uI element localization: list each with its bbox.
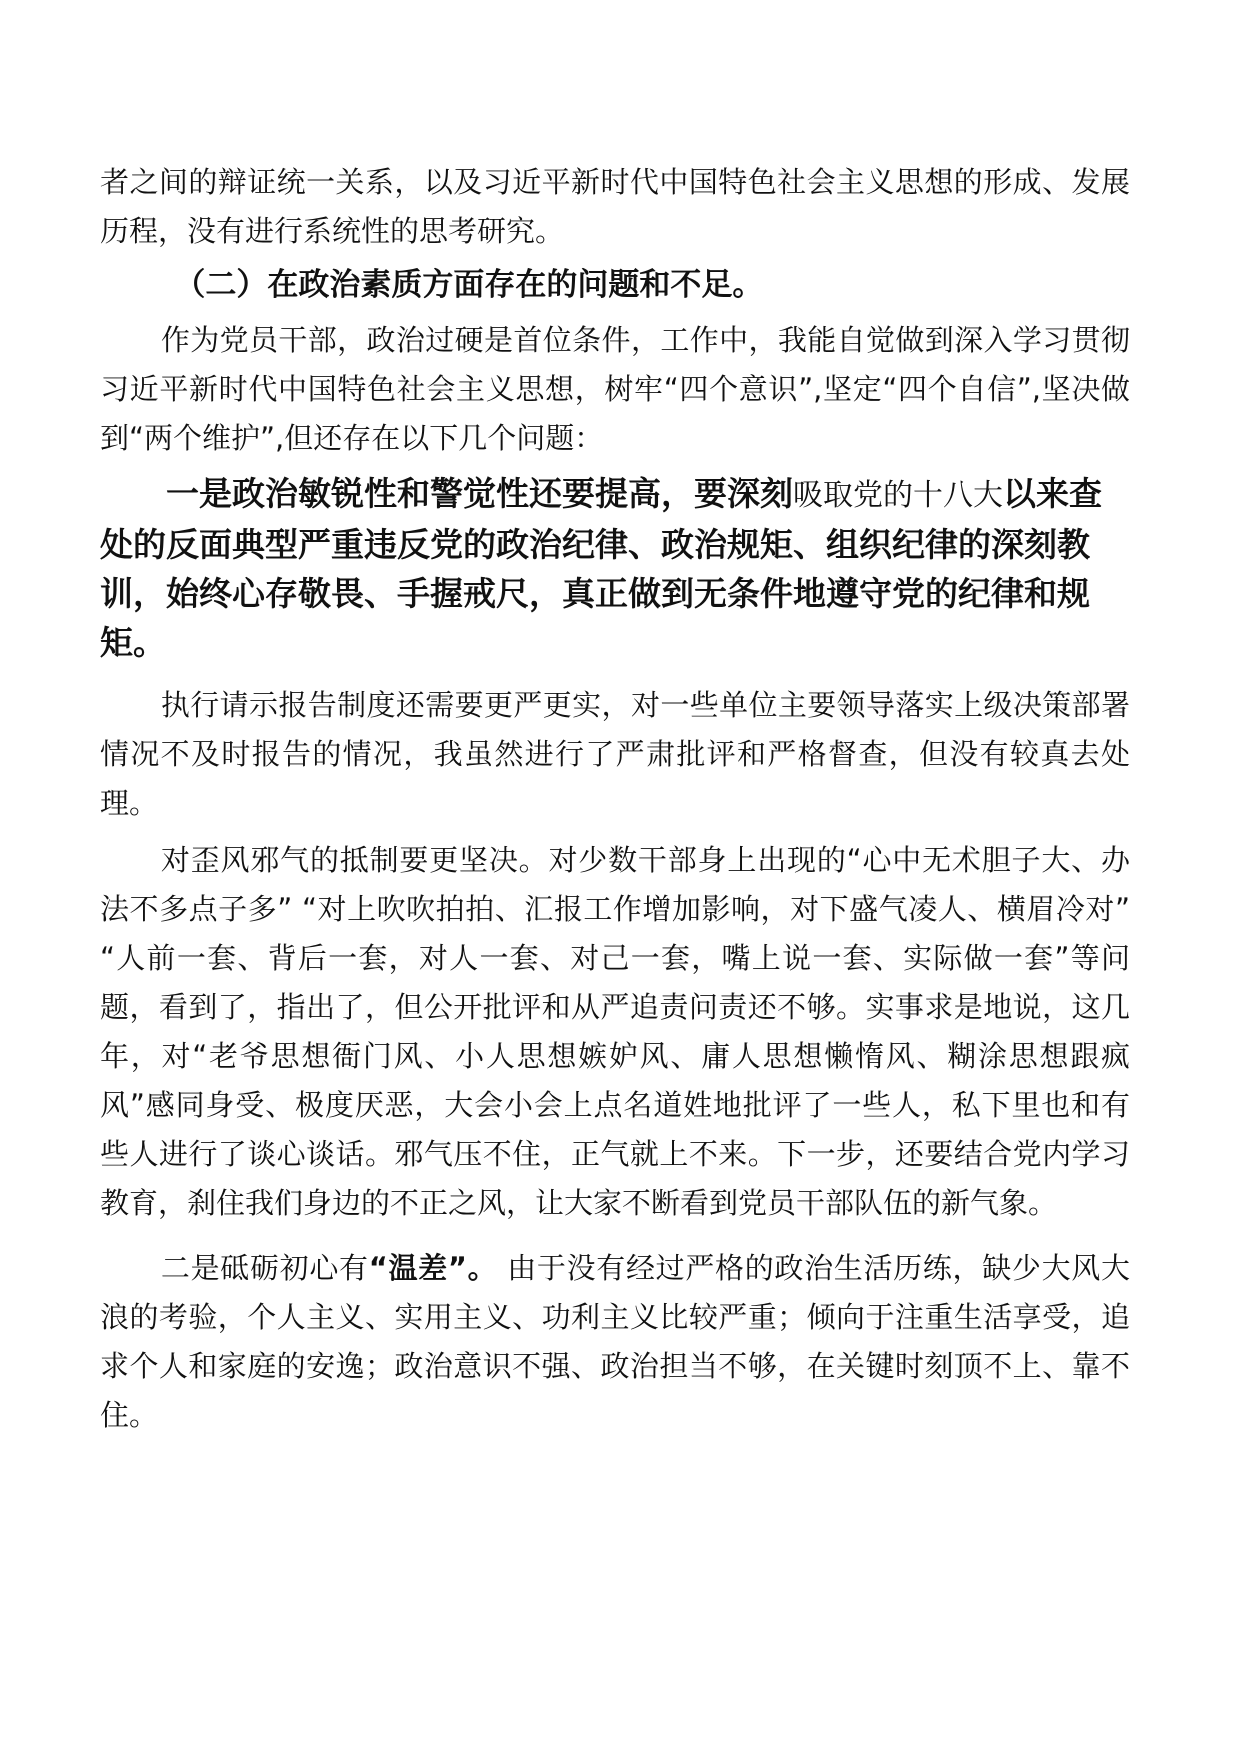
point-one-bold-rest: 以来查处的反面典型严重违反党的政治纪律、政治规矩、组织纪律的深刻教训，始终心存敬畏、手握戒尺，真正做到无条件地遵守党的纪律和规矩。 <box>100 474 1102 662</box>
point-one-normal-text: 吸取党的十八大 <box>793 478 1003 513</box>
document-body <box>100 150 1130 1440</box>
paragraph-intro: 作为党员干部，政治过硬是首位条件，工作中，我能自觉做到深入学习贯彻习近平新时代中国特色社会主义思想，树牢“四个意识”,坚定“四个自信”,坚决做到“两个维护”,但还存在以下几个问题： <box>100 323 1130 455</box>
point-two-quote: “温差”。 <box>368 1251 498 1285</box>
paragraph-evil-winds: 对歪风邪气的抵制要更坚决。对少数干部身上出现的“心中无术胆子大、办法不多点子多” “对上吹吹拍拍、汇报工作增加影响，对下盛气凌人、横眉冷对” “人前一套、背后一套，对人一套、对己一套，嘴上说一套、实际做一套”等问题，看到了，指出了，但公开批评和从严追责问责还不够。实事求是地说，这几年，对“老爷思想衙门风、小人思想嫉妒风、庸人思想懒惰风、糊涂思想跟疯风”感同身受、极度厌恶，大会小会上点名道姓地批评了一些人，私下里也和有些人进行了谈心谈话。邪气压不住，正气就上不来。下一步，还要结合党内学习教育，刹住我们身边的不正之风，让大家不断看到党员干部队伍的新气象。 <box>100 843 1130 1220</box>
paragraph-continuation: 者之间的辩证统一关系，以及习近平新时代中国特色社会主义思想的形成、发展历程，没有进行系统性的思考研究。 <box>100 165 1130 248</box>
section-heading-2: （二）在政治素质方面存在的问题和不足。 <box>174 267 764 303</box>
paragraph-report-system: 执行请示报告制度还需要更严更实，对一些单位主要领导落实上级决策部署情况不及时报告的情况，我虽然进行了严肃批评和严格督查，但没有较真去处理。 <box>100 688 1130 820</box>
point-two-body: 由于没有经过严格的政治生活历练，缺少大风大浪的考验，个人主义、实用主义、功利主义比较严重；倾向于注重生活享受，追求个人和家庭的安逸；政治意识不强、政治担当不够，在关键时刻顶不上、靠不住。 <box>100 1251 1130 1432</box>
point-one-bold-lead: 一是政治敏锐性和警觉性还要提高，要深刻 <box>166 474 793 513</box>
point-two-lead: 二是砥砺初心有 <box>160 1251 369 1285</box>
point-two-paragraph <box>100 1244 1130 1440</box>
point-one-paragraph <box>100 469 1130 667</box>
